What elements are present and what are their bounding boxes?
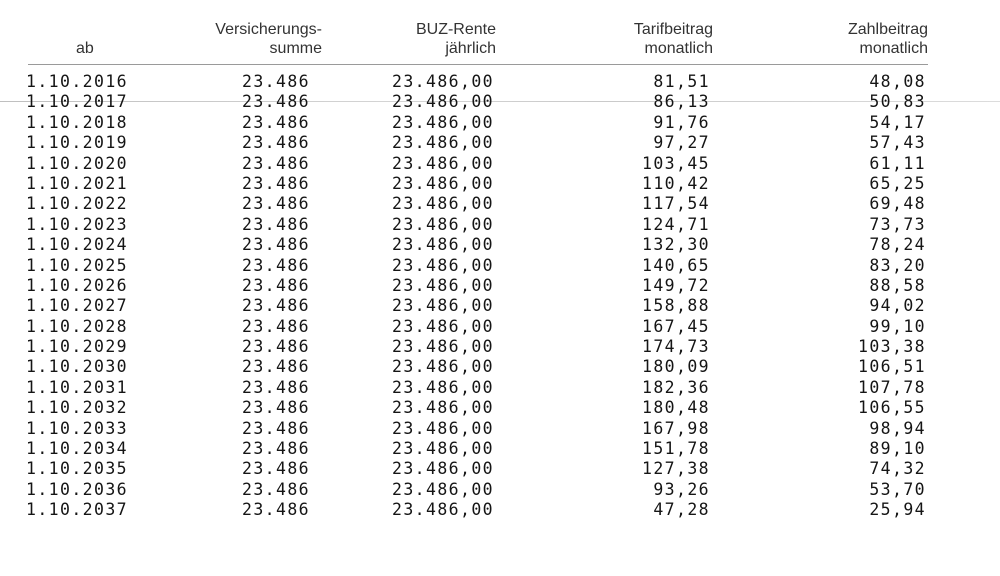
cell-buz-rente: 23.486,00	[391, 255, 494, 275]
premium-table-body	[0, 72, 1000, 521]
cell-tarifbeitrag: 180,09	[641, 357, 710, 377]
header-zahlbeitrag	[848, 20, 928, 58]
cell-tarifbeitrag: 140,65	[641, 255, 710, 275]
header-versicherungssumme-line-1: Versicherungs-	[215, 21, 322, 38]
cell-buz-rente: 23.486,00	[391, 133, 494, 153]
header-buz-rente-line-1: BUZ-Rente	[415, 21, 496, 38]
table-row	[0, 276, 1000, 296]
cell-buz-rente: 23.486,00	[391, 214, 494, 234]
cell-ab: 1.10.2024	[26, 235, 129, 255]
cell-versicherungssumme: 23.486	[241, 173, 310, 193]
cell-zahlbeitrag: 74,32	[869, 459, 926, 479]
cell-versicherungssumme: 23.486	[241, 153, 310, 173]
cell-tarifbeitrag: 124,71	[641, 214, 710, 234]
cell-ab: 1.10.2036	[26, 479, 129, 499]
cell-buz-rente: 23.486,00	[391, 92, 494, 112]
cell-buz-rente: 23.486,00	[391, 194, 494, 214]
cell-versicherungssumme: 23.486	[241, 133, 310, 153]
table-row	[0, 256, 1000, 276]
cell-buz-rente: 23.486,00	[391, 439, 494, 459]
table-row	[0, 480, 1000, 500]
cell-buz-rente: 23.486,00	[391, 112, 494, 132]
cell-versicherungssumme: 23.486	[241, 92, 310, 112]
cell-ab: 1.10.2035	[26, 459, 129, 479]
cell-zahlbeitrag: 57,43	[869, 133, 926, 153]
cell-ab: 1.10.2020	[26, 153, 129, 173]
cell-ab: 1.10.2023	[26, 214, 129, 234]
cell-buz-rente: 23.486,00	[391, 72, 494, 91]
cell-zahlbeitrag: 25,94	[869, 500, 926, 520]
cell-zahlbeitrag: 69,48	[869, 194, 926, 214]
cell-ab: 1.10.2031	[26, 377, 129, 397]
cell-zahlbeitrag: 107,78	[857, 377, 926, 397]
header-tarifbeitrag-line-2: monatlich	[644, 40, 713, 57]
cell-tarifbeitrag: 117,54	[641, 194, 710, 214]
cell-tarifbeitrag: 180,48	[641, 398, 710, 418]
cell-versicherungssumme: 23.486	[241, 398, 310, 418]
cell-zahlbeitrag: 83,20	[869, 255, 926, 275]
table-row	[0, 378, 1000, 398]
cell-versicherungssumme: 23.486	[241, 275, 310, 295]
cell-zahlbeitrag: 61,11	[869, 153, 926, 173]
header-tarifbeitrag	[634, 20, 713, 58]
header-zahlbeitrag-line-1: Zahlbeitrag	[847, 21, 928, 38]
cell-tarifbeitrag: 158,88	[641, 296, 710, 316]
cell-ab: 1.10.2029	[26, 337, 129, 357]
cell-ab: 1.10.2034	[26, 439, 129, 459]
cell-buz-rente: 23.486,00	[391, 398, 494, 418]
cell-versicherungssumme: 23.486	[241, 459, 310, 479]
cell-ab: 1.10.2028	[26, 316, 129, 336]
cell-ab: 1.10.2033	[26, 418, 129, 438]
table-row	[0, 419, 1000, 439]
table-row	[0, 113, 1000, 133]
cell-zahlbeitrag: 98,94	[869, 418, 926, 438]
cell-tarifbeitrag: 110,42	[641, 173, 710, 193]
cell-tarifbeitrag: 149,72	[641, 275, 710, 295]
cell-zahlbeitrag: 50,83	[869, 92, 926, 112]
cell-zahlbeitrag: 94,02	[869, 296, 926, 316]
cell-versicherungssumme: 23.486	[241, 296, 310, 316]
table-row	[0, 194, 1000, 214]
header-zahlbeitrag-line-2: monatlich	[859, 40, 928, 57]
cell-versicherungssumme: 23.486	[241, 439, 310, 459]
cell-versicherungssumme: 23.486	[241, 72, 310, 91]
cell-zahlbeitrag: 78,24	[869, 235, 926, 255]
cell-ab: 1.10.2027	[26, 296, 129, 316]
cell-versicherungssumme: 23.486	[241, 316, 310, 336]
cell-tarifbeitrag: 91,76	[653, 112, 710, 132]
cell-buz-rente: 23.486,00	[391, 500, 494, 520]
table-row	[0, 215, 1000, 235]
table-row	[0, 154, 1000, 174]
cell-ab: 1.10.2016	[26, 72, 129, 91]
header-tarifbeitrag-line-1: Tarifbeitrag	[633, 21, 713, 38]
cell-buz-rente: 23.486,00	[391, 316, 494, 336]
cell-zahlbeitrag: 99,10	[869, 316, 926, 336]
header-divider	[28, 64, 928, 65]
cell-ab: 1.10.2022	[26, 194, 129, 214]
cell-versicherungssumme: 23.486	[241, 337, 310, 357]
cell-ab: 1.10.2018	[26, 112, 129, 132]
cell-zahlbeitrag: 103,38	[857, 337, 926, 357]
cell-buz-rente: 23.486,00	[391, 153, 494, 173]
header-versicherungssumme-line-2: summe	[269, 40, 322, 57]
table-row	[0, 337, 1000, 357]
cell-versicherungssumme: 23.486	[241, 112, 310, 132]
cell-tarifbeitrag: 132,30	[641, 235, 710, 255]
table-row	[0, 439, 1000, 459]
cell-zahlbeitrag: 53,70	[869, 479, 926, 499]
cell-buz-rente: 23.486,00	[391, 479, 494, 499]
cell-versicherungssumme: 23.486	[241, 479, 310, 499]
cell-zahlbeitrag: 89,10	[869, 439, 926, 459]
cell-buz-rente: 23.486,00	[391, 337, 494, 357]
cell-versicherungssumme: 23.486	[241, 255, 310, 275]
cell-versicherungssumme: 23.486	[241, 235, 310, 255]
table-row	[0, 235, 1000, 255]
header-ab	[76, 39, 94, 58]
cell-zahlbeitrag: 48,08	[869, 72, 926, 91]
cell-tarifbeitrag: 86,13	[653, 92, 710, 112]
cell-tarifbeitrag: 174,73	[641, 337, 710, 357]
table-row	[0, 174, 1000, 194]
cell-ab: 1.10.2026	[26, 275, 129, 295]
cell-tarifbeitrag: 167,45	[641, 316, 710, 336]
cell-versicherungssumme: 23.486	[241, 418, 310, 438]
header-buz-rente	[416, 20, 496, 58]
cell-buz-rente: 23.486,00	[391, 173, 494, 193]
cell-tarifbeitrag: 182,36	[641, 377, 710, 397]
table-row	[0, 296, 1000, 316]
cell-tarifbeitrag: 81,51	[653, 72, 710, 91]
cell-ab: 1.10.2025	[26, 255, 129, 275]
table-row	[0, 398, 1000, 418]
cell-ab: 1.10.2021	[26, 173, 129, 193]
header-versicherungssumme	[215, 20, 322, 58]
cell-zahlbeitrag: 54,17	[869, 112, 926, 132]
cell-versicherungssumme: 23.486	[241, 214, 310, 234]
cell-buz-rente: 23.486,00	[391, 275, 494, 295]
cell-ab: 1.10.2030	[26, 357, 129, 377]
cell-versicherungssumme: 23.486	[241, 377, 310, 397]
cell-ab: 1.10.2032	[26, 398, 129, 418]
cell-zahlbeitrag: 106,51	[857, 357, 926, 377]
cell-zahlbeitrag: 88,58	[869, 275, 926, 295]
table-row	[0, 72, 1000, 92]
cell-tarifbeitrag: 151,78	[641, 439, 710, 459]
cell-zahlbeitrag: 65,25	[869, 173, 926, 193]
cell-versicherungssumme: 23.486	[241, 357, 310, 377]
cell-ab: 1.10.2037	[26, 500, 129, 520]
cell-ab: 1.10.2019	[26, 133, 129, 153]
cell-tarifbeitrag: 103,45	[641, 153, 710, 173]
table-row	[0, 357, 1000, 377]
cell-tarifbeitrag: 127,38	[641, 459, 710, 479]
cell-buz-rente: 23.486,00	[391, 357, 494, 377]
header-buz-rente-line-2: jährlich	[445, 40, 496, 57]
cell-tarifbeitrag: 93,26	[653, 479, 710, 499]
cell-versicherungssumme: 23.486	[241, 194, 310, 214]
table-row	[0, 317, 1000, 337]
header-ab-line-1: ab	[76, 40, 94, 57]
cell-buz-rente: 23.486,00	[391, 418, 494, 438]
table-row	[0, 133, 1000, 153]
cell-tarifbeitrag: 97,27	[653, 133, 710, 153]
cell-zahlbeitrag: 73,73	[869, 214, 926, 234]
cell-tarifbeitrag: 167,98	[641, 418, 710, 438]
cell-buz-rente: 23.486,00	[391, 377, 494, 397]
cell-buz-rente: 23.486,00	[391, 235, 494, 255]
table-row	[0, 92, 1000, 112]
table-row	[0, 500, 1000, 520]
cell-zahlbeitrag: 106,55	[857, 398, 926, 418]
cell-buz-rente: 23.486,00	[391, 459, 494, 479]
table-row	[0, 459, 1000, 479]
cell-tarifbeitrag: 47,28	[653, 500, 710, 520]
cell-versicherungssumme: 23.486	[241, 500, 310, 520]
cell-ab: 1.10.2017	[26, 92, 129, 112]
cell-buz-rente: 23.486,00	[391, 296, 494, 316]
